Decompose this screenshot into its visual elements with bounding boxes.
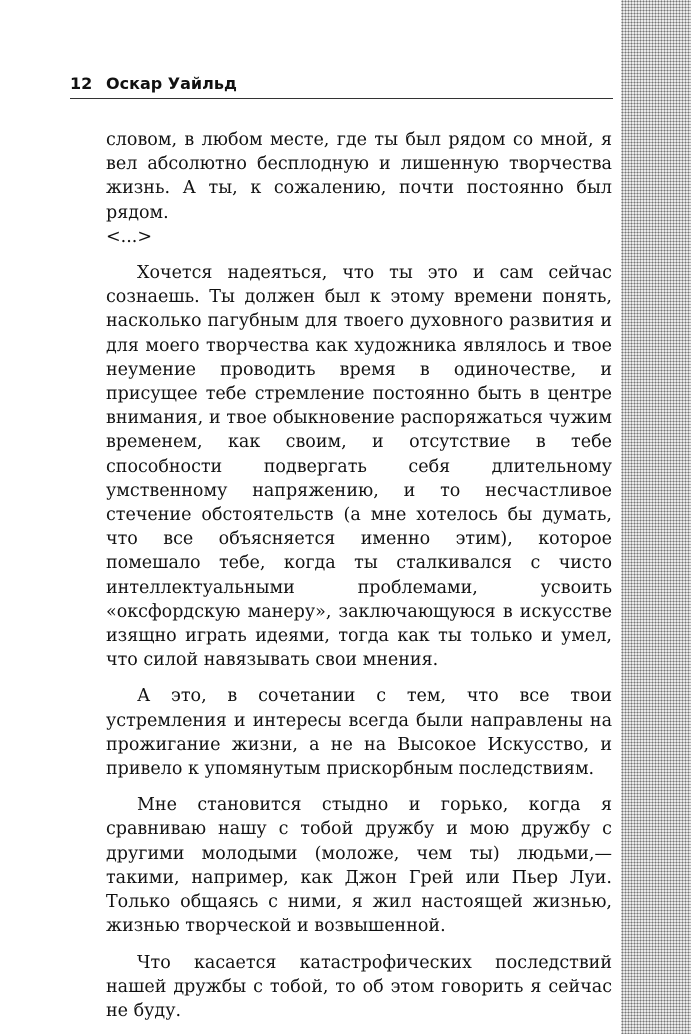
omission-mark: <...> <box>106 226 153 247</box>
page-number: 12 <box>70 74 93 93</box>
paragraph-continuation: словом, в любом месте, где ты был рядом со мной, я вел абсолютно бесплодную и лишенную творчества жизнь. А ты, к сожалению, почти постоянно был рядом. <box>106 130 612 223</box>
paragraph: А это, в сочетании с тем, что все твои устремления и интересы всегда были направлены на прожигание жизни, а не на Высокое Искусство, и привело к упомянутым прискорбным последствиям. <box>106 686 612 780</box>
page-edge-halftone <box>621 0 691 1034</box>
paragraph: Мне становится стыдно и горько, когда я сравниваю нашу с тобой дружбу и мою дружбу с другими молодыми (моложе, чем ты) людьми,— такими, например, как Джон Грей или Пьер Луи. Только общаясь с ними, я жил настоящей жизнью, жизнью творческой и возвышенной. <box>106 795 612 937</box>
paragraph: Что касается катастрофических последствий нашей дружбы с тобой, то об этом говорить я сейчас не буду. <box>106 952 612 1021</box>
body-text <box>106 128 612 1023</box>
running-head-author: Оскар Уайльд <box>106 74 237 93</box>
paragraph: Хочется надеяться, что ты это и сам сейчас сознаешь. Ты должен был к этому времени понять, насколько пагубным для твоего духовного развития и для моего творчества как художника являлось и твое неумение проводить время в одиночестве, и присущее тебе стремление постоянно быть в центре внимания, и твое обыкновение распоряжаться чужим временем, как своим, и отсутствие в тебе способности подвергать себя длительному умственному напряжению, и то несчастливое стечение обстоятельств (а мне хотелось бы думать, что все объясняется именно этим), которое помешало тебе, когда ты сталкивался с чисто интеллектуальными проблемами, усвоить «оксфордскую манеру», заключающуюся в искусстве изящно играть идеями, тогда как ты только и умел, что силой навязывать свои мнения. <box>106 263 612 671</box>
running-head <box>70 74 613 99</box>
